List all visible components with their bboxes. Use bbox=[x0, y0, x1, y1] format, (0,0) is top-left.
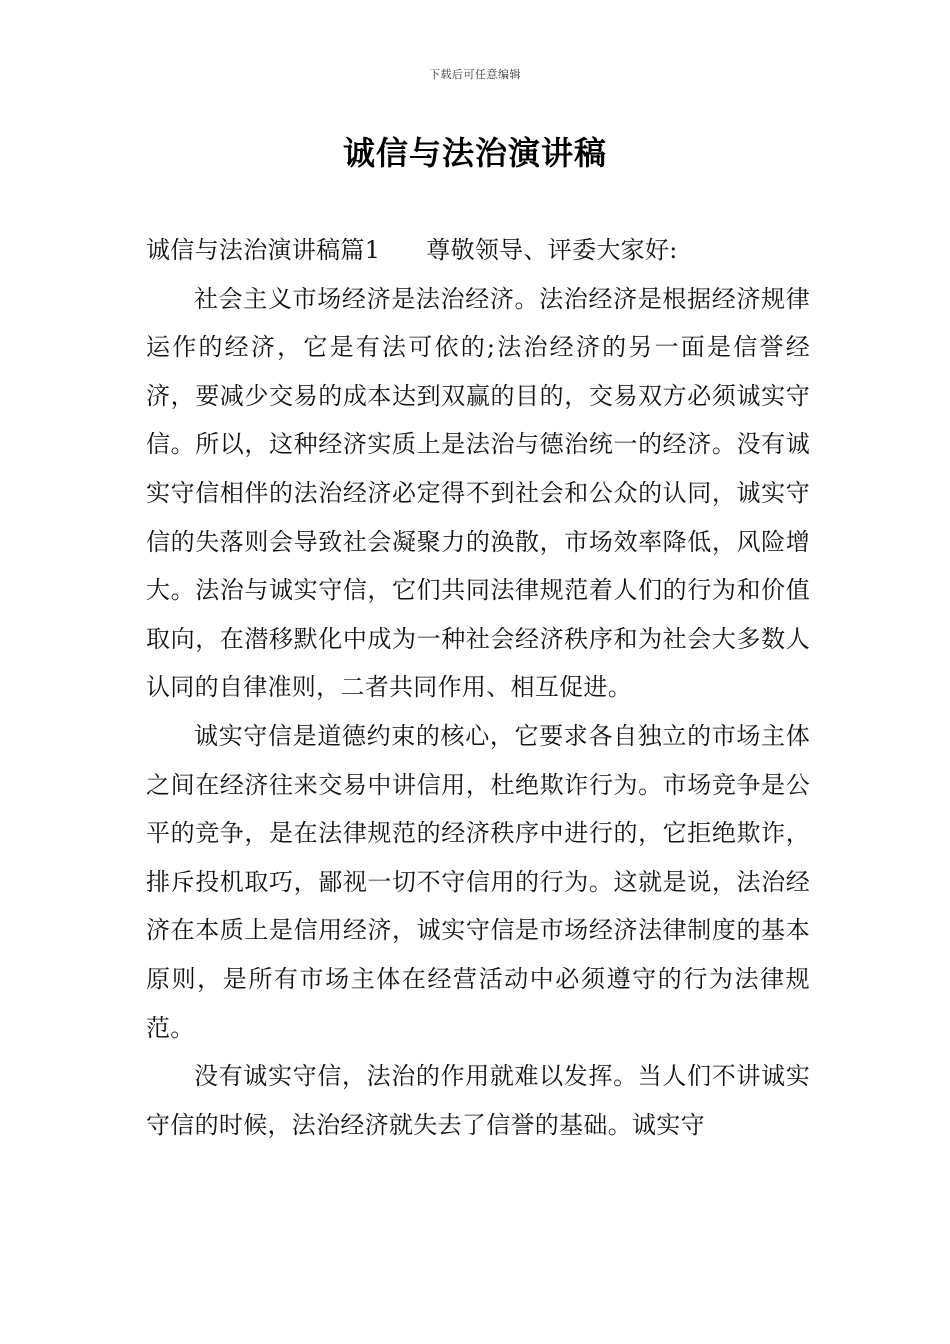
document-title: 诚信与法治演讲稿 bbox=[342, 134, 607, 172]
header-note: 下载后可任意编辑 bbox=[429, 68, 521, 81]
lead-line bbox=[146, 226, 810, 275]
paragraph-1: 社会主义市场经济是法治经济。法治经济是根据经济规律运作的经济，它是有法可依的;法治经济的另一面是信誉经济，要减少交易的成本达到双赢的目的，交易双方必须诚实守信。所以，这种经济实质上是法治与德治统一的经济。没有诚实守信相伴的法治经济必定得不到社会和公众的认同，诚实守信的失落则会导致社会凝聚力的涣散，市场效率降低，风险增大。法治与诚实守信，它们共同法律规范着人们的行为和价值取向，在潜移默化中成为一种社会经济秩序和为社会大多数人认同的自律准则，二者共同作用、相互促进。 bbox=[146, 284, 810, 702]
document-body bbox=[146, 226, 810, 1149]
paragraph-3: 没有诚实守信，法治的作用就难以发挥。当人们不讲诚实守信的时候，法治经济就失去了信誉的基础。诚实守 bbox=[146, 1062, 810, 1139]
greeting: 尊敬领导、评委大家好: bbox=[426, 236, 678, 264]
section-label: 诚信与法治演讲稿篇1 bbox=[146, 236, 381, 264]
paragraph-2: 诚实守信是道德约束的核心，它要求各自独立的市场主体之间在经济往来交易中讲信用，杜绝欺诈行为。市场竞争是公平的竞争，是在法律规范的经济秩序中进行的，它拒绝欺诈，排斥投机取巧，鄙视一切不守信用的行为。这就是说，法治经济在本质上是信用经济，诚实守信是市场经济法律制度的基本原则，是所有市场主体在经营活动中必须遵守的行为法律规范。 bbox=[146, 721, 810, 1042]
